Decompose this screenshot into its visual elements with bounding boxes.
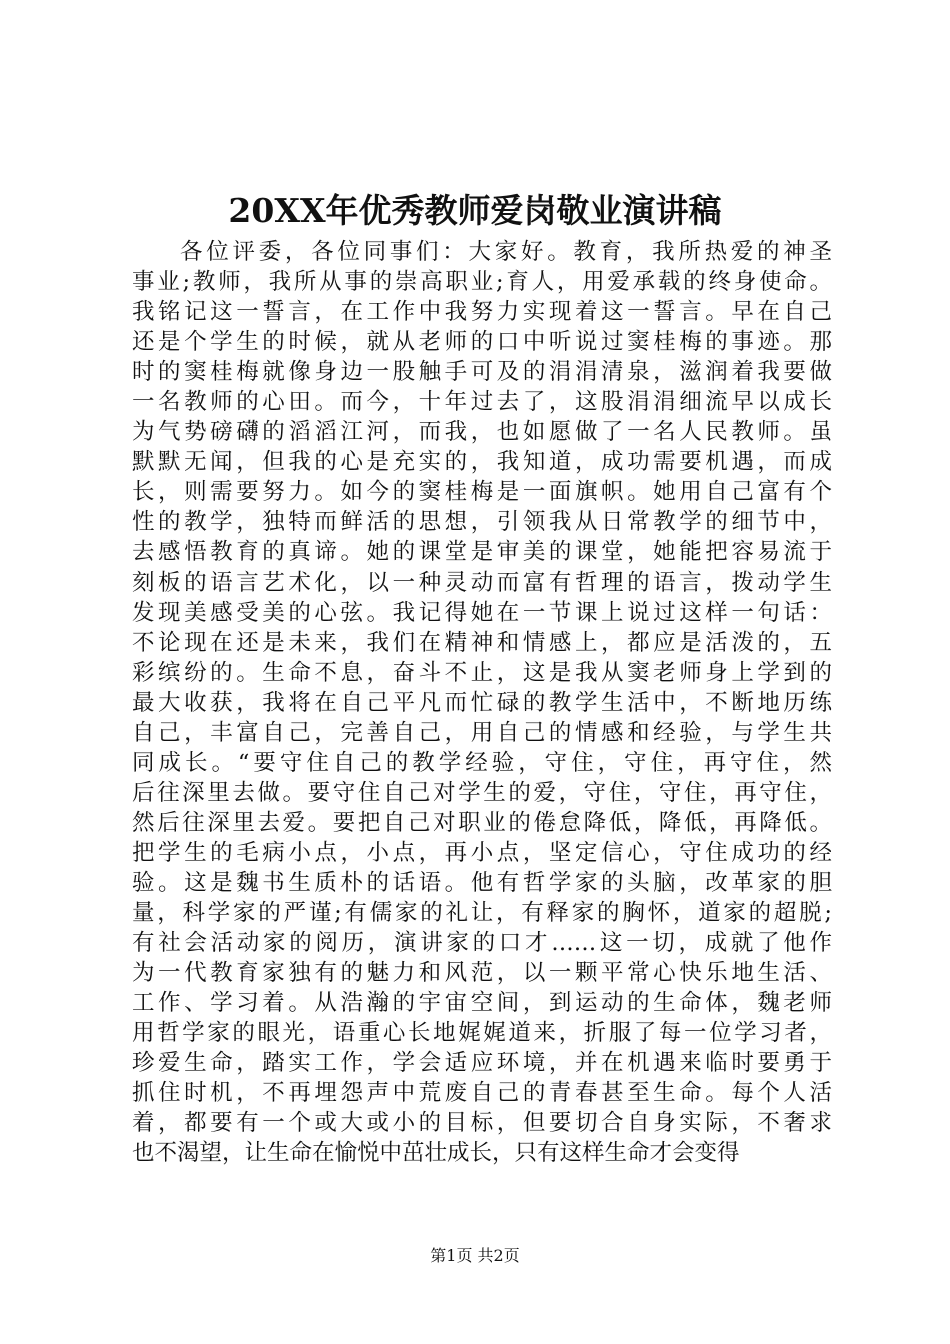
body-line: 最大收获，我将在自己平凡而忙碌的教学生活中，不断地历练: [132, 689, 832, 716]
body-line: 同成长。“要守住自己的教学经验，守住，守住，再守住，然: [132, 749, 832, 776]
body-line: 默默无闻，但我的心是充实的，我知道，成功需要机遇，而成: [132, 449, 832, 476]
body-line: 不论现在还是未来，我们在精神和情感上，都应是活泼的，五: [132, 629, 832, 656]
body-line: 彩缤纷的。生命不息，奋斗不止，这是我从窦老师身上学到的: [132, 659, 832, 686]
body-line: 珍爱生命，踏实工作，学会适应环境，并在机遇来临时要勇于: [132, 1050, 832, 1077]
body-line: 量，科学家的严谨;有儒家的礼让，有释家的胸怀，道家的超脱;: [132, 900, 832, 927]
body-line: 有社会活动家的阅历，演讲家的口才……这一切，成就了他作: [132, 930, 832, 957]
body-line: 发现美感受美的心弦。我记得她在一节课上说过这样一句话：: [132, 599, 832, 626]
body-line: 刻板的语言艺术化，以一种灵动而富有哲理的语言，拨动学生: [132, 569, 832, 596]
body-line: 长，则需要努力。如今的窦桂梅是一面旗帜。她用自己富有个: [132, 479, 832, 506]
body-line: 也不渴望，让生命在愉悦中茁壮成长，只有这样生命才会变得: [132, 1140, 740, 1167]
page-footer: 第1页 共2页: [430, 1246, 520, 1265]
body-line: 然后往深里去爱。要把自己对职业的倦怠降低，降低，再降低。: [132, 809, 832, 836]
body-line: 着，都要有一个或大或小的目标，但要切合自身实际，不奢求: [132, 1110, 832, 1137]
body-line: 工作、学习着。从浩瀚的宇宙空间，到运动的生命体，魏老师: [132, 990, 832, 1017]
body-line: 一名教师的心田。而今，十年过去了，这股涓涓细流早以成长: [132, 389, 832, 416]
body-line: 用哲学家的眼光，语重心长地娓娓道来，折服了每一位学习者，: [132, 1020, 832, 1047]
body-line: 为气势磅礴的滔滔江河，而我，也如愿做了一名人民教师。虽: [132, 419, 832, 446]
body-line: 时的窦桂梅就像身边一股触手可及的涓涓清泉，滋润着我要做: [132, 359, 832, 386]
body-line: 去感悟教育的真谛。她的课堂是审美的课堂，她能把容易流于: [132, 539, 832, 566]
document-body: [132, 237, 832, 1168]
body-line: 各位评委，各位同事们：大家好。教育，我所热爱的神圣: [180, 239, 832, 265]
body-line: 还是个学生的时候，就从老师的口中听说过窦桂梅的事迹。那: [132, 329, 832, 356]
body-line: 后往深里去做。要守住自己对学生的爱，守住，守住，再守住，: [132, 779, 832, 806]
body-line: 自己，丰富自己，完善自己，用自己的情感和经验，与学生共: [132, 719, 832, 746]
body-line: 抓住时机，不再埋怨声中荒废自己的青春甚至生命。每个人活: [132, 1080, 832, 1107]
body-line: 为一代教育家独有的魅力和风范，以一颗平常心快乐地生活、: [132, 960, 832, 987]
body-line: 我铭记这一誓言，在工作中我努力实现着这一誓言。早在自己: [132, 299, 832, 326]
body-line: 验。这是魏书生质朴的话语。他有哲学家的头脑，改革家的胆: [132, 869, 832, 896]
document-title: 20XX年优秀教师爱岗敬业演讲稿: [228, 191, 722, 230]
body-line: 性的教学，独特而鲜活的思想，引领我从日常教学的细节中，: [132, 509, 832, 536]
body-line: 把学生的毛病小点，小点，再小点，坚定信心，守住成功的经: [132, 839, 832, 866]
body-line: 事业;教师，我所从事的崇高职业;育人，用爱承载的终身使命。: [132, 269, 832, 296]
